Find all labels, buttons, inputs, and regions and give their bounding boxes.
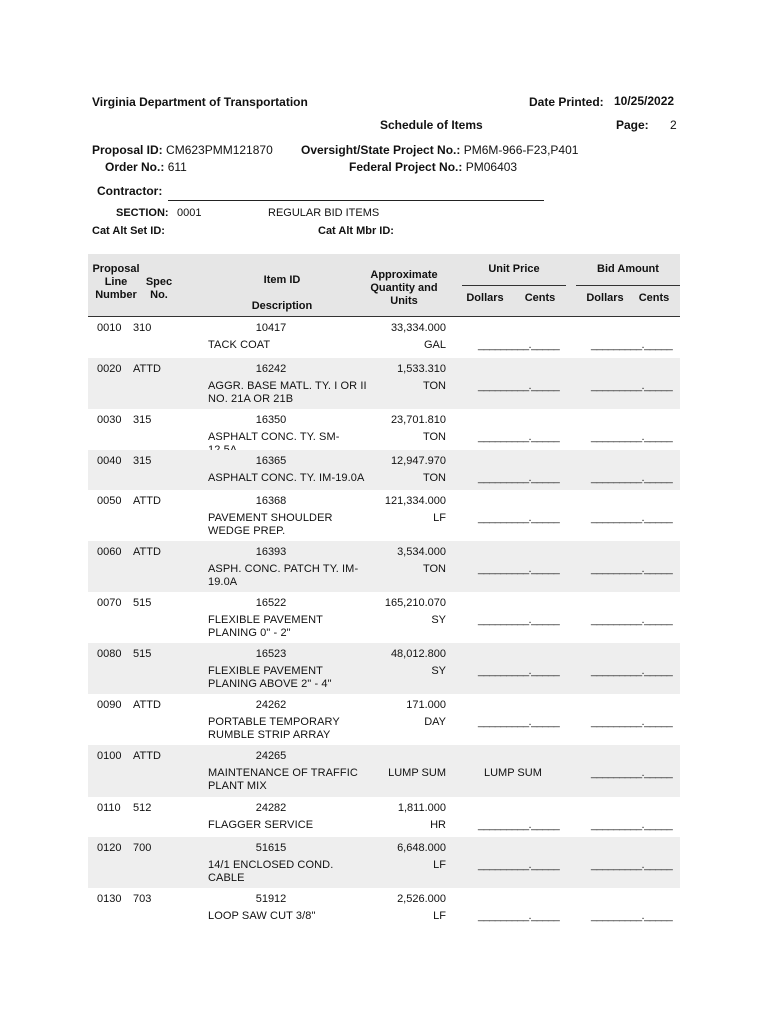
order-no-value: 611 <box>167 160 187 174</box>
item-description: AGGR. BASE MATL. TY. I OR II NO. 21A OR 21B <box>208 380 367 405</box>
item-description: LOOP SAW CUT 3/8" <box>208 910 316 922</box>
item-id: 10417 <box>255 322 287 334</box>
date-printed-label: Date Printed: <box>529 95 604 109</box>
unit-price-blank[interactable]: _________._____ <box>478 716 560 728</box>
quantity: 23,701.810 <box>390 414 446 426</box>
section-description: REGULAR BID ITEMS <box>268 207 380 219</box>
oversight-value: PM6M-966-F23,P401 <box>463 143 579 157</box>
item-id: 24282 <box>255 802 287 814</box>
section-label: SECTION: <box>116 207 169 219</box>
bid-amount-blank[interactable]: _________._____ <box>591 910 673 922</box>
bid-amount-blank[interactable]: _________._____ <box>591 380 673 392</box>
unit-price-rule <box>462 285 566 286</box>
cat-alt-set-label: Cat Alt Set ID: <box>92 225 165 237</box>
item-description: TACK COAT <box>208 339 271 351</box>
unit-price-blank[interactable]: _________._____ <box>478 472 560 484</box>
item-id: 16393 <box>255 546 287 558</box>
unit-price-blank[interactable]: _________._____ <box>478 819 560 831</box>
item-id: 16522 <box>255 597 287 609</box>
spec-no: ATTD <box>133 750 161 762</box>
org-name: Virginia Department of Transportation <box>92 95 308 109</box>
bid-amount-blank[interactable]: _________._____ <box>591 614 673 626</box>
item-description: MAINTENANCE OF TRAFFIC PLANT MIX <box>208 767 358 792</box>
table-row <box>88 643 680 694</box>
line-number: 0130 <box>97 893 122 905</box>
unit: TON <box>422 431 446 443</box>
item-description: PORTABLE TEMPORARY RUMBLE STRIP ARRAY <box>208 716 340 741</box>
unit-price-blank[interactable]: _________._____ <box>478 665 560 677</box>
bid-amount-blank[interactable]: _________._____ <box>591 665 673 677</box>
unit-price-blank[interactable]: _________._____ <box>478 563 560 575</box>
line-number: 0030 <box>97 414 122 426</box>
schedule-title: Schedule of Items <box>380 118 483 132</box>
quantity: 2,526.000 <box>397 893 446 905</box>
contractor-label: Contractor: <box>97 184 163 198</box>
unit-price-lump-sum: LUMP SUM <box>484 767 542 779</box>
spec-no: 315 <box>133 455 152 467</box>
line-number: 0050 <box>97 495 122 507</box>
table-row <box>88 694 680 745</box>
col-spec-no: Spec No. <box>145 276 173 301</box>
unit: TON <box>422 380 446 392</box>
spec-no: 515 <box>133 597 152 609</box>
item-id: 16368 <box>255 495 287 507</box>
unit-price-blank[interactable]: _________._____ <box>478 614 560 626</box>
item-description: 14/1 ENCLOSED COND. CABLE <box>208 859 334 884</box>
oversight-project <box>301 143 578 157</box>
bid-amount-rule <box>576 285 680 286</box>
spec-no: 512 <box>133 802 152 814</box>
line-number: 0120 <box>97 842 122 854</box>
unit-price-blank[interactable]: _________._____ <box>478 859 560 871</box>
contractor-signature-line <box>168 200 544 201</box>
item-id: 16523 <box>255 648 287 660</box>
unit: LF <box>433 859 446 871</box>
order-no-label: Order No.: <box>105 160 165 174</box>
item-description: FLEXIBLE PAVEMENT PLANING ABOVE 2" - 4" <box>208 665 332 690</box>
table-row <box>88 317 680 358</box>
unit: DAY <box>424 716 446 728</box>
unit: HR <box>430 819 446 831</box>
cat-alt-mbr-label: Cat Alt Mbr ID: <box>318 225 394 237</box>
spec-no: 700 <box>133 842 152 854</box>
line-number: 0070 <box>97 597 122 609</box>
quantity: 121,334.000 <box>384 495 446 507</box>
col-bid-cents: Cents <box>638 292 670 304</box>
item-id: 51615 <box>255 842 287 854</box>
unit-price-blank[interactable]: _________._____ <box>478 910 560 922</box>
quantity: 12,947.970 <box>390 455 446 467</box>
federal-label: Federal Project No.: <box>349 160 463 174</box>
quantity: 48,012.800 <box>390 648 446 660</box>
line-number: 0090 <box>97 699 122 711</box>
spec-no: 310 <box>133 322 152 334</box>
unit: LF <box>433 512 446 524</box>
bid-amount-blank[interactable]: _________._____ <box>591 339 673 351</box>
line-number: 0110 <box>97 802 121 814</box>
bid-amount-blank[interactable]: _________._____ <box>591 819 673 831</box>
unit: GAL <box>423 339 446 351</box>
federal-project <box>349 160 517 174</box>
col-proposal-line-number: Proposal Line Number <box>92 263 140 301</box>
item-description: ASPHALT CONC. TY. IM-19.0A <box>208 472 365 484</box>
table-row <box>88 450 680 490</box>
spec-no: 515 <box>133 648 152 660</box>
bid-amount-blank[interactable]: _________._____ <box>591 472 673 484</box>
spec-no: 703 <box>133 893 152 905</box>
section-value: 0001 <box>177 207 202 219</box>
item-description: PAVEMENT SHOULDER WEDGE PREP. <box>208 512 333 537</box>
quantity: 171.000 <box>406 699 446 711</box>
table-row <box>88 888 680 930</box>
unit: LUMP SUM <box>388 767 446 779</box>
table-row <box>88 409 680 450</box>
item-id: 16242 <box>255 363 287 375</box>
table-row <box>88 745 680 797</box>
proposal-id-label: Proposal ID: <box>92 143 163 157</box>
line-number: 0020 <box>97 363 122 375</box>
quantity: 1,533.310 <box>397 363 446 375</box>
col-bid-amount: Bid Amount <box>597 263 659 275</box>
unit-price-blank[interactable]: _________._____ <box>478 380 560 392</box>
table-header <box>88 254 680 316</box>
col-unit-price-cents: Cents <box>524 292 556 304</box>
unit-price-blank[interactable]: _________._____ <box>478 339 560 351</box>
table-row <box>88 592 680 643</box>
table-row <box>88 837 680 888</box>
unit-price-blank[interactable]: _________._____ <box>478 512 560 524</box>
table-row <box>88 797 680 837</box>
item-id: 16350 <box>255 414 287 426</box>
unit: TON <box>422 563 446 575</box>
unit: SY <box>431 665 446 677</box>
item-id: 51912 <box>255 893 287 905</box>
spec-no: ATTD <box>133 495 161 507</box>
line-number: 0060 <box>97 546 122 558</box>
unit: SY <box>431 614 446 626</box>
proposal-id <box>92 143 273 157</box>
federal-value: PM06403 <box>465 160 518 174</box>
spec-no: ATTD <box>133 363 161 375</box>
item-id: 24265 <box>255 750 287 762</box>
item-description: FLEXIBLE PAVEMENT PLANING 0" - 2" <box>208 614 323 639</box>
unit: TON <box>422 472 446 484</box>
col-bid-dollars: Dollars <box>586 292 624 304</box>
item-description: FLAGGER SERVICE <box>208 819 314 831</box>
spec-no: ATTD <box>133 699 161 711</box>
order-no <box>105 160 187 174</box>
item-id: 16365 <box>255 455 287 467</box>
table-row <box>88 490 680 541</box>
col-approx-quantity: Approximate Quantity and Units <box>370 269 438 307</box>
quantity: 3,534.000 <box>397 546 446 558</box>
bid-amount-blank[interactable]: _________._____ <box>591 512 673 524</box>
line-number: 0080 <box>97 648 122 660</box>
proposal-id-value: CM623PMM121870 <box>166 143 273 157</box>
quantity: 1,811.000 <box>397 802 446 814</box>
item-id: 24262 <box>255 699 287 711</box>
spec-no: ATTD <box>133 546 161 558</box>
quantity: 33,334.000 <box>390 322 446 334</box>
page-label: Page: <box>616 118 649 132</box>
table-row <box>88 358 680 409</box>
page-number: 2 <box>670 118 677 132</box>
unit-price-blank[interactable]: _________._____ <box>478 431 560 443</box>
line-number: 0040 <box>97 455 122 467</box>
oversight-label: Oversight/State Project No.: <box>301 143 461 157</box>
date-printed-value: 10/25/2022 <box>614 94 675 108</box>
bid-amount-blank[interactable]: _________._____ <box>591 859 673 871</box>
bid-amount-blank[interactable]: _________._____ <box>591 767 673 779</box>
line-number: 0100 <box>97 750 122 762</box>
quantity: 165,210.070 <box>384 597 446 609</box>
table-row <box>88 541 680 592</box>
bid-amount-blank[interactable]: _________._____ <box>591 563 673 575</box>
col-unit-price: Unit Price <box>488 263 540 275</box>
item-description: ASPHALT CONC. TY. SM- <box>208 431 340 443</box>
line-number: 0010 <box>97 322 122 334</box>
item-description: ASPH. CONC. PATCH TY. IM-19.0A <box>208 563 359 588</box>
col-unit-price-dollars: Dollars <box>466 292 504 304</box>
col-item-id-description: Item ID Description <box>251 274 313 312</box>
bid-amount-blank[interactable]: _________._____ <box>591 431 673 443</box>
unit: LF <box>433 910 446 922</box>
quantity: 6,648.000 <box>397 842 446 854</box>
bid-amount-blank[interactable]: _________._____ <box>591 716 673 728</box>
spec-no: 315 <box>133 414 152 426</box>
